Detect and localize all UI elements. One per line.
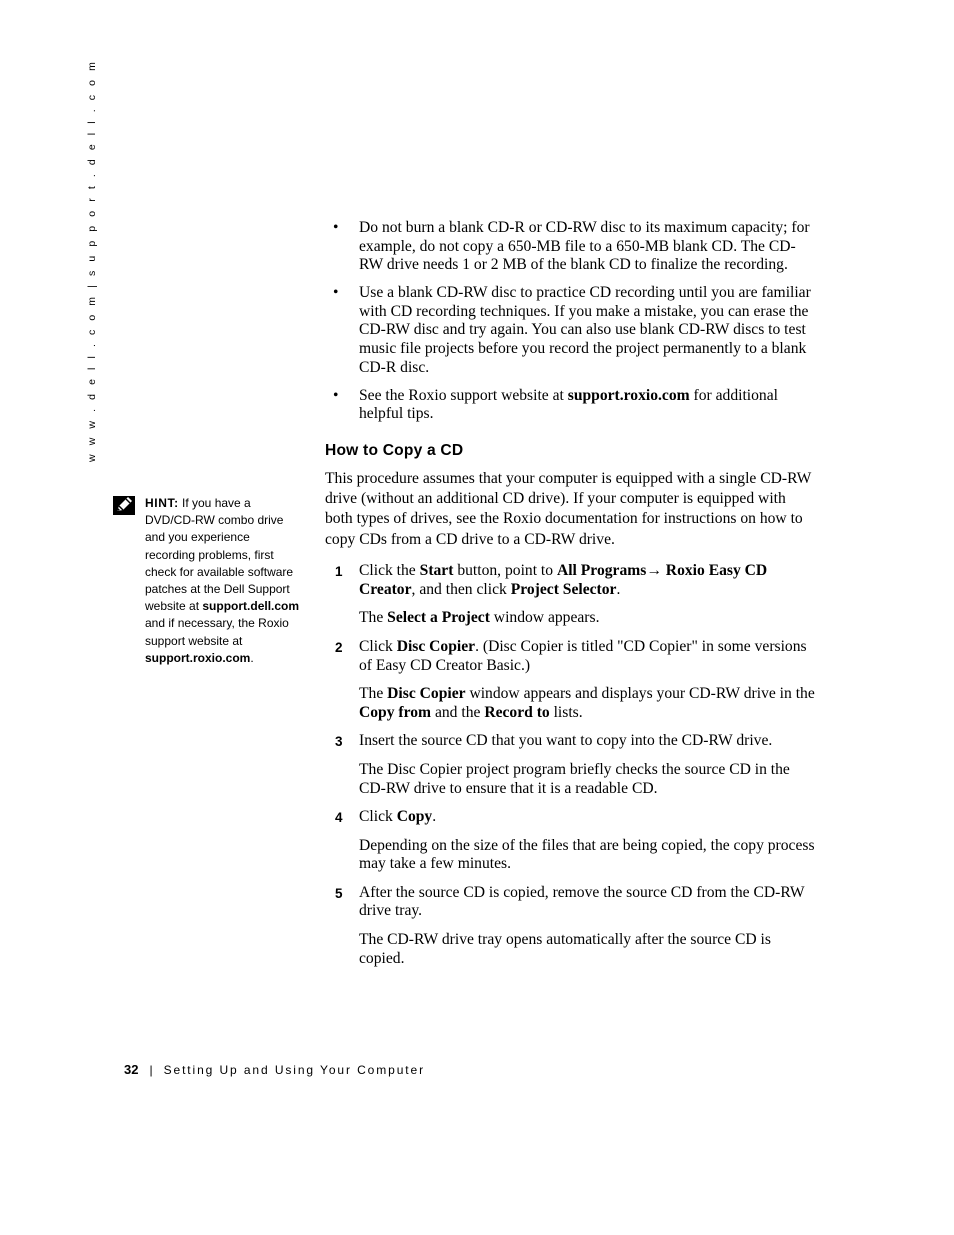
text-run: . — [250, 650, 254, 665]
step-item — [325, 638, 815, 675]
bullet-marker: • — [333, 386, 339, 404]
bold-term: Disc Copier — [396, 637, 476, 655]
hint-body — [145, 496, 299, 665]
text-run: lists. — [549, 703, 583, 721]
text-run: The — [359, 685, 388, 703]
step-item — [325, 732, 815, 751]
bold-term: support.roxio.com — [145, 650, 251, 665]
step-item — [325, 808, 815, 827]
section-heading: How to Copy a CD — [325, 441, 464, 459]
text-run: Click the — [359, 562, 420, 580]
text-run: The — [359, 609, 388, 627]
text-run: . — [616, 580, 621, 598]
hint-text — [145, 495, 303, 667]
page-footer — [124, 1062, 425, 1077]
step-result — [325, 931, 815, 968]
text-run: See the Roxio support website at — [359, 386, 568, 404]
text-run: Do not burn a blank CD-R or CD-RW disc to its maximum capacity; for example, do not copy a 650-MB file to a 650-MB blank CD. The CD-RW drive needs 1 or 2 MB of the blank CD to finalize the recording. — [359, 219, 810, 274]
bullet-item — [325, 284, 815, 377]
bold-term: Record to — [484, 703, 550, 721]
step-item — [325, 562, 815, 599]
step-list — [325, 562, 815, 968]
bold-term: Project Selector — [510, 580, 617, 598]
text-run: , and then click — [411, 580, 511, 598]
bold-term: support.roxio.com — [567, 386, 690, 404]
text-run: After the source CD is copied, remove the source CD from the CD-RW drive tray. — [359, 883, 805, 920]
side-url-text: w w w . d e l l . c o m | s u p p o r t . d e l l . c o m — [86, 59, 98, 462]
text-run: Click — [359, 637, 397, 655]
step-number: 1 — [335, 564, 343, 580]
step-number: 4 — [335, 810, 343, 826]
text-run: Use a blank CD-RW disc to practice CD recording until you are familiar with CD recording techniques. If you make a mistake, you can erase the CD-RW disc and try again. You can also use blank CD-RW discs to test music file projects before you record the project permanently to a blank CD-R disc. — [359, 284, 811, 376]
bullet-item — [325, 219, 815, 275]
text-run: window appears. — [489, 609, 600, 627]
step-result — [325, 761, 815, 798]
bold-term: Start — [419, 562, 454, 580]
text-run: The CD-RW drive tray opens automatically after the source CD is copied. — [359, 931, 771, 967]
text-run: window appears and displays your CD-RW drive in the — [465, 685, 815, 703]
text-run: button, point to — [453, 562, 557, 580]
footer-separator: | — [149, 1063, 153, 1077]
bold-term: All Programs→ Roxio Easy CD Creator — [359, 562, 768, 598]
page-number: 32 — [124, 1062, 139, 1077]
bullet-marker: • — [333, 284, 339, 302]
text-run: and the — [431, 703, 485, 721]
step-result — [325, 685, 815, 722]
pencil-note-icon — [113, 496, 135, 515]
hint-label: HINT: — [145, 496, 179, 510]
bullet-list — [325, 219, 815, 424]
intro-paragraph: This procedure assumes that your computer is equipped with a single CD-RW drive (without an additional CD drive). If your computer is equipped with both types of drives, see the Roxio documentation for instructions on how to copy CDs from a CD drive to a CD-RW drive. — [325, 469, 812, 548]
bold-term: Disc Copier — [387, 685, 466, 703]
text-run: and if necessary, the Roxio support website at — [145, 616, 289, 648]
bold-term: Copy — [396, 808, 433, 826]
bullet-item — [325, 387, 815, 424]
step-number: 2 — [335, 639, 343, 655]
bold-term: Select a Project — [387, 609, 490, 627]
step-item — [325, 884, 815, 921]
main-column — [325, 219, 815, 978]
text-run: . — [432, 808, 437, 826]
text-run: for additional helpful tips. — [359, 386, 778, 423]
step-result — [325, 609, 815, 628]
bullet-marker: • — [333, 219, 339, 236]
step-number: 3 — [335, 734, 343, 750]
text-run: Insert the source CD that you want to copy into the CD-RW drive. — [359, 732, 773, 750]
text-run: If you have a DVD/CD-RW combo drive and you experience recording problems, first check for available software patches at the Dell Support website at — [145, 496, 294, 614]
step-number: 5 — [335, 885, 343, 901]
chapter-title: Setting Up and Using Your Computer — [163, 1063, 425, 1077]
hint-note — [113, 495, 303, 667]
text-run: Click — [359, 808, 397, 826]
bold-term: Copy from — [359, 703, 432, 721]
text-run: . (Disc Copier is titled "CD Copier" in some versions of Easy CD Creator Basic.) — [359, 637, 807, 674]
text-run: The Disc Copier project program briefly checks the source CD in the CD-RW drive to ensure that it is a readable CD. — [359, 760, 790, 797]
bold-term: support.dell.com — [202, 599, 300, 614]
text-run: Depending on the size of the files that are being copied, the copy process may take a few minutes. — [359, 836, 815, 873]
step-result — [325, 837, 815, 874]
